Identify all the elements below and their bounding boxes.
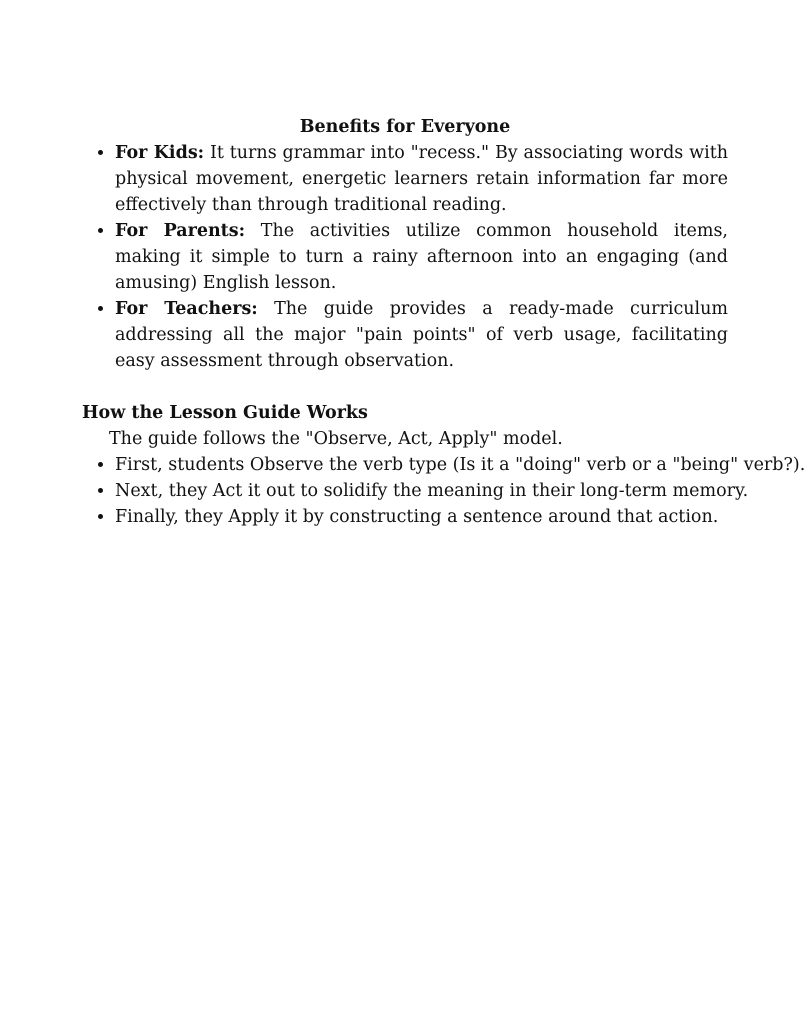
section-spacer — [82, 374, 728, 400]
benefit-text: The activities utilize common household items, making it simple to turn a rainy afternoon into an engaging (and amusing) English lesson. — [115, 221, 728, 293]
how-it-works-intro: The guide follows the "Observe, Act, Apply" model. — [109, 429, 563, 449]
benefit-item-parents — [115, 218, 728, 296]
steps-list — [82, 452, 806, 530]
step-item: • Next, they Act it out to solidify the meaning in their long-term memory. — [115, 478, 728, 504]
benefits-title: Benefits for Everyone — [299, 117, 511, 137]
benefits-list — [82, 140, 728, 374]
how-it-works-title: How the Lesson Guide Works — [82, 403, 368, 423]
document-page — [82, 114, 806, 530]
benefit-label: For Parents: — [115, 221, 246, 241]
step-item: • Finally, they Apply it by constructing a sentence around that action. — [115, 504, 728, 530]
benefit-label: For Teachers: — [115, 299, 258, 319]
benefit-label: For Kids: — [115, 143, 205, 163]
benefit-item-kids — [115, 140, 728, 218]
benefit-text: It turns grammar into "recess." By associating words with physical movement, energetic learners retain information far more effectively than through traditional reading. — [115, 143, 728, 215]
benefit-item-teachers — [115, 296, 728, 374]
step-item: • First, students Observe the verb type (Is it a "doing" verb or a "being" verb?). — [115, 452, 728, 478]
benefit-text: The guide provides a ready-made curriculum addressing all the major "pain points" of verb usage, facilitating easy assessment through observation. — [115, 299, 728, 371]
